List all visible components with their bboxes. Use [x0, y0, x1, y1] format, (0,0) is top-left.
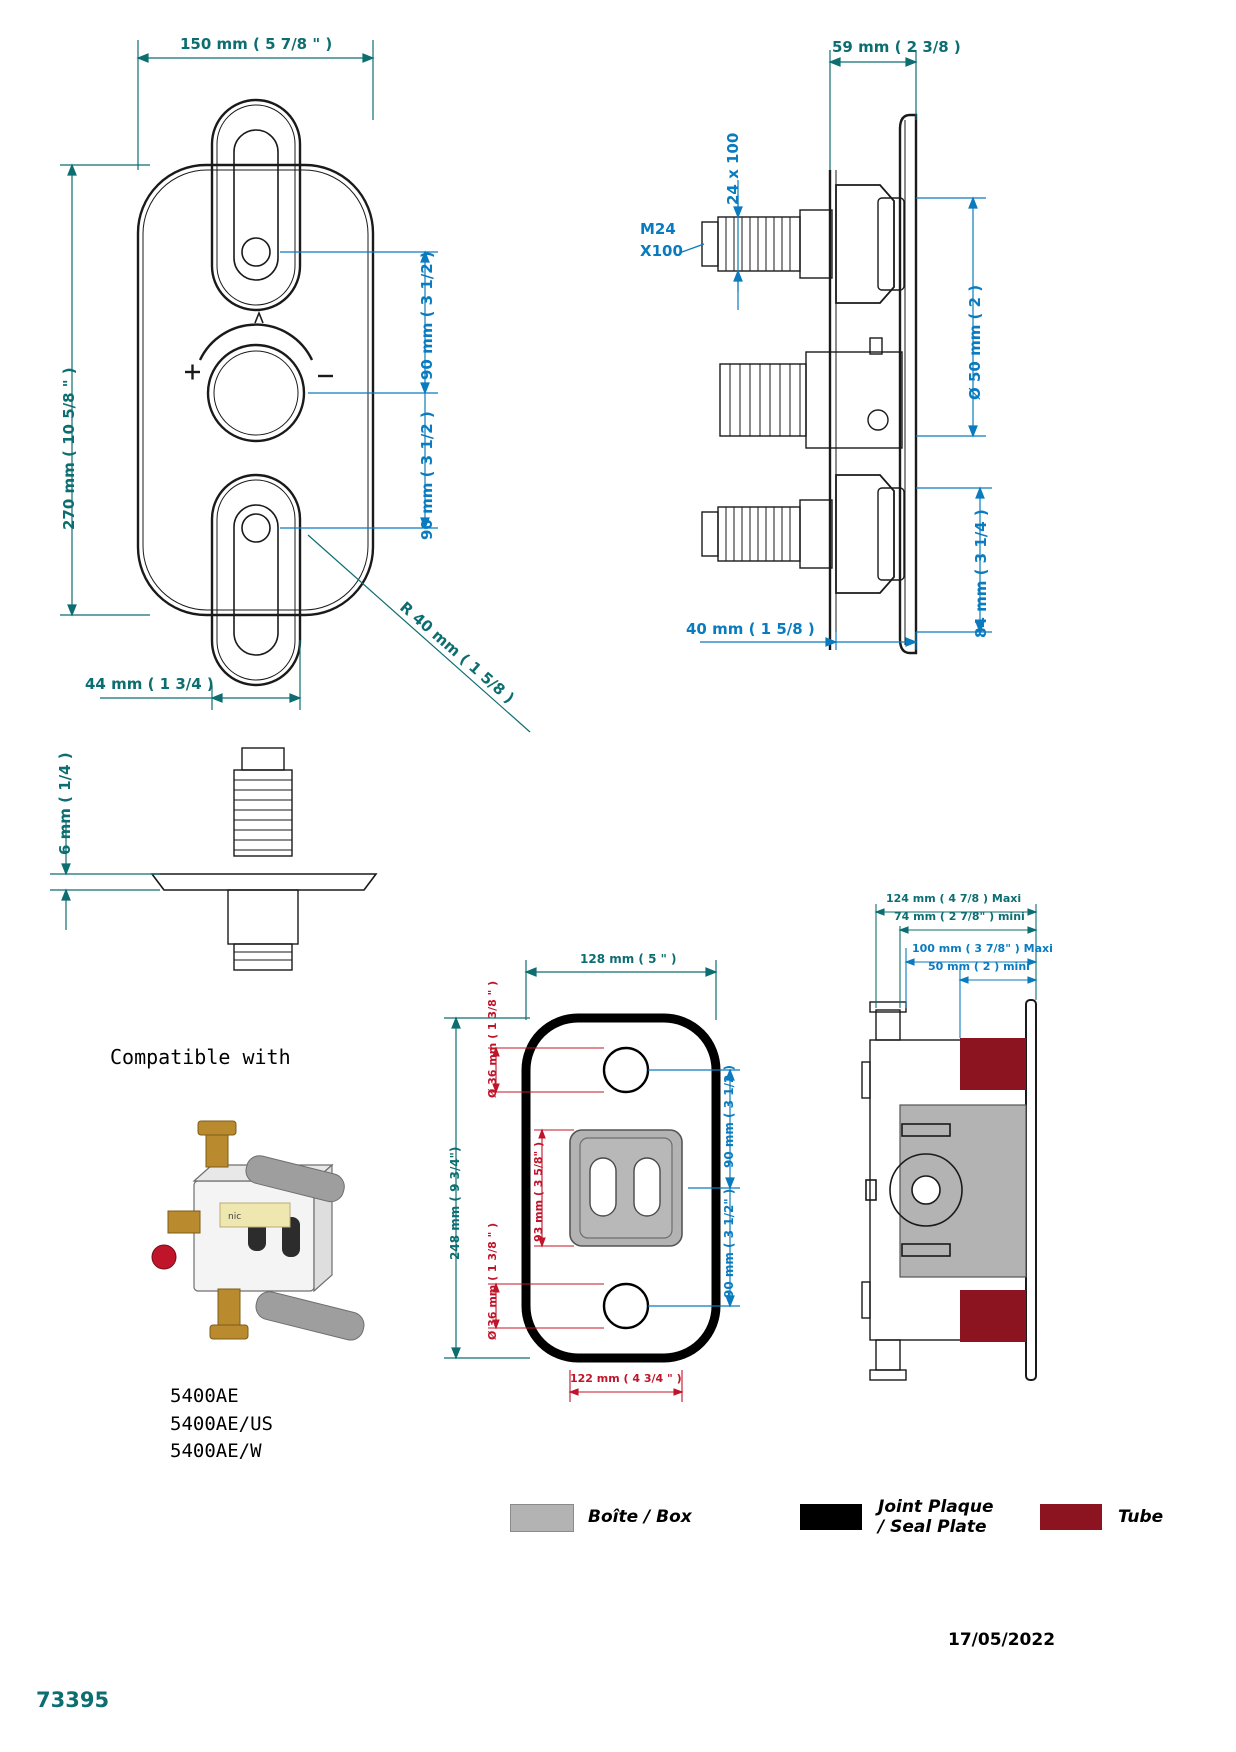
plate-view [430, 930, 810, 1450]
legend-swatch-seal-plate [800, 1504, 862, 1530]
legend-swatch-box [510, 1504, 574, 1532]
dim-side-bottom-width: 40 mm ( 1 5/8 ) [686, 620, 815, 638]
legend-label-seal-plate-line1: Joint Plaque [878, 1497, 994, 1517]
compatible-product-photo [110, 1093, 400, 1363]
legend-label-seal-plate-line2: / Seal Plate [878, 1516, 987, 1537]
side-view-graphic [620, 20, 1220, 700]
detail-view [30, 720, 450, 1000]
dim-front-width-top: 150 mm ( 5 7/8 " ) [180, 35, 333, 53]
compatible-item-0: 5400AE [170, 1385, 239, 1407]
legend-label-tube: Tube [1118, 1507, 1164, 1527]
dim-front-spacing-lower: 90 mm ( 3 1/2 ) [418, 411, 436, 540]
document-date: 17/05/2022 [948, 1630, 1056, 1650]
detail-view-graphic [30, 720, 450, 1000]
dim-plate-hole-bottom: Ø 36 mm ( 1 3/8 " ) [486, 1222, 499, 1340]
dim-front-height-left: 270 mm ( 10 5/8 " ) [60, 367, 78, 530]
dim-plate-box-height: 93 mm ( 3 5/8" ) [532, 1141, 545, 1242]
dim-front-width-bottom: 44 mm ( 1 3/4 ) [85, 675, 214, 693]
compatible-title: Compatible with [110, 1045, 291, 1069]
dim-plate-hole-top: Ø 36 mm ( 1 3/8 " ) [486, 980, 499, 1098]
dim-front-spacing-upper: 90 mm ( 3 1/2 ) [418, 251, 436, 380]
svg-text:nic: nic [228, 1212, 242, 1222]
dim-section-mini-1: 74 mm ( 2 7/8" ) mini [894, 910, 1025, 923]
dim-side-thread-label-1: M24 [640, 220, 676, 238]
front-view-graphic [40, 20, 600, 740]
legend-label-box: Boîte / Box [588, 1507, 692, 1527]
dim-plate-spacing-upper: 90 mm ( 3 1/2 ) [722, 1065, 736, 1168]
legend-label-seal-plate [878, 1498, 994, 1537]
dim-plate-height-left: 248 mm ( 9 3/4") [448, 1146, 462, 1260]
dim-section-maxi-1: 124 mm ( 4 7/8 ) Maxi [886, 892, 1022, 905]
dim-side-top-width: 59 mm ( 2 3/8 ) [832, 38, 961, 56]
legend [510, 1497, 1170, 1570]
dim-section-maxi-2: 100 mm ( 3 7/8" ) Maxi [912, 942, 1053, 955]
dim-side-diameter: Ø 50 mm ( 2 ) [966, 284, 984, 400]
compatible-item-list [170, 1383, 273, 1466]
dim-side-thread-label-2: X100 [640, 242, 683, 260]
dim-plate-spacing-lower: 90 mm ( 3 1/2" ) [722, 1188, 736, 1298]
side-view [620, 20, 1220, 700]
dim-section-mini-2: 50 mm ( 2 ) mini [928, 960, 1030, 973]
compatible-item-2: 5400AE/W [170, 1440, 262, 1463]
dim-side-thread-pitch: 24 x 100 [724, 132, 742, 205]
dim-front-radius: R 40 mm ( 1 5/8 ) [396, 598, 518, 708]
legend-swatch-tube [1040, 1504, 1102, 1530]
dim-detail-thickness: 6 mm ( 1/4 ) [56, 752, 74, 855]
dim-plate-width-top: 128 mm ( 5 " ) [580, 952, 677, 966]
front-view [40, 20, 600, 740]
section-view [840, 890, 1170, 1410]
compatible-item-1: 5400AE/US [170, 1412, 273, 1435]
document-code: 73395 [36, 1688, 110, 1712]
dim-side-bottom-height: 84 mm ( 3 1/4 ) [972, 509, 990, 638]
dim-plate-width-bottom: 122 mm ( 4 3/4 " ) [570, 1372, 682, 1385]
